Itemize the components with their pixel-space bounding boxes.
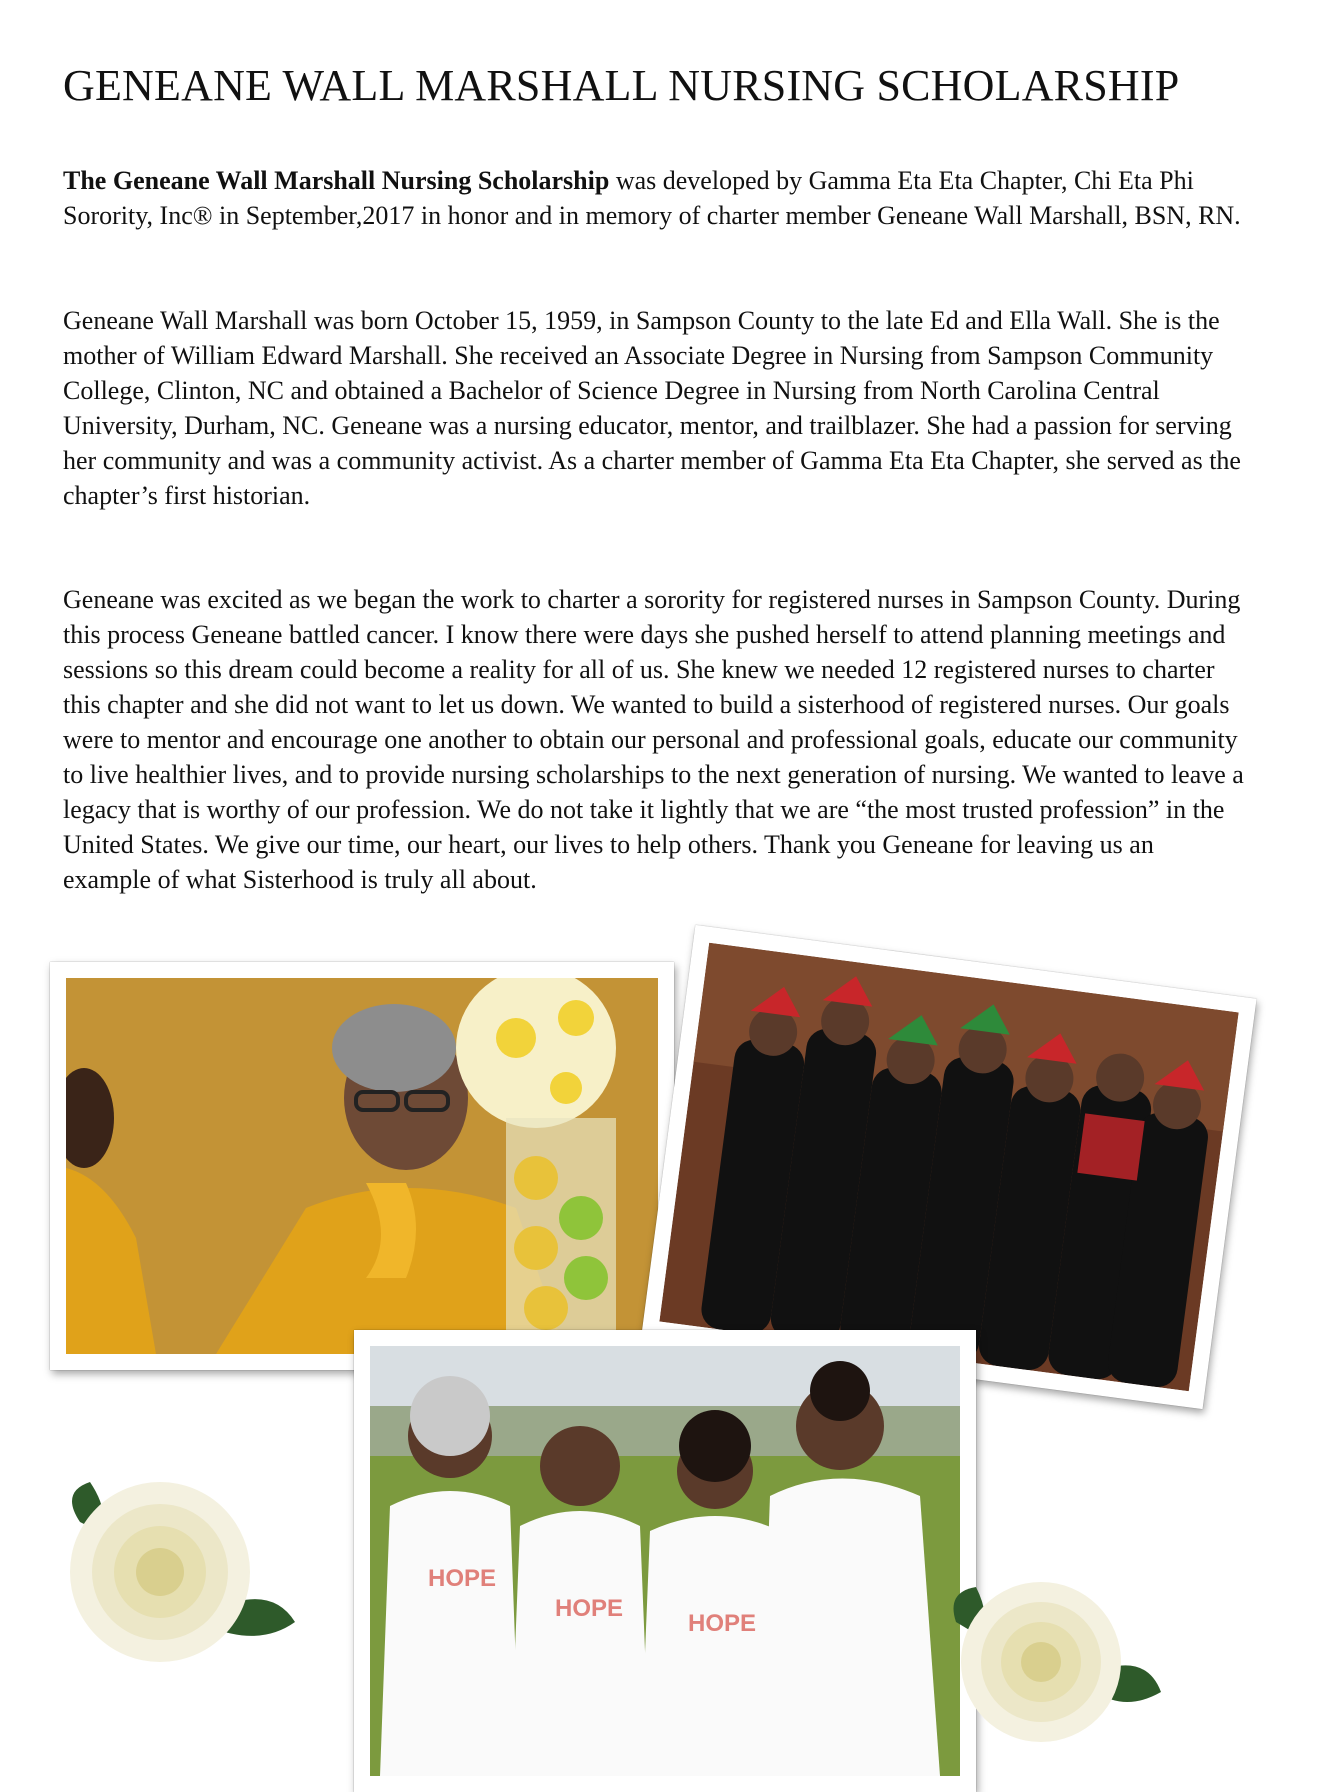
biography-paragraph: Geneane Wall Marshall was born October 15, 1959, in Sampson County to the late Ed and Ella Wall. She is the mother of William Edward Marshall. She received an Associate Degree in Nursing from Sampson Community College, Clinton, NC and obtained a Bachelor of Science Degree in Nursing from North Carolina Central University, Durham, NC. Geneane was a nursing educator, mentor, and trailblazer. She had a passion for serving her community and was a community activist. As a charter member of Gamma Eta Eta Chapter, she served as the chapter’s first historian. [63,306,1241,510]
shirt-text-3: HOPE [688,1610,757,1637]
intro-text: was developed by Gamma Eta Eta Chapter, Chi Eta Phi Sorority, Inc® in September,2017 in honor and in memory of charter member Geneane Wall Marshall, BSN, RN. [63,166,1241,230]
chrysanthemum-left-icon [60,1462,300,1672]
page-title: GENEANE WALL MARSHALL NURSING SCHOLARSHIP [63,61,1180,110]
photo-geneane-mustard [50,962,674,1370]
tribute-paragraph: Geneane was excited as we began the work to charter a sorority for registered nurses in Sampson County. During this process Geneane battled cancer. I know there were days she pushed herself to attend planning meetings and sessions so this dream could become a reality for all of us. She knew we needed 12 registered nurses to charter this chapter and she did not want to let us down. We wanted to build a sisterhood of registered nurses. Our goals were to mentor and encourage one another to obtain our personal and professional goals, educate our community to live healthier lives, and to provide nursing scholarships to the next generation of nursing. We wanted to leave a legacy that is worthy of our profession. We do not take it lightly that we are “the most trusted profession” in the United States. We give our time, our heart, our lives to help others. Thank you Geneane for leaving us an example of what Sisterhood is truly all about. [63,585,1244,894]
photo-holiday-image [659,943,1238,1391]
photo-geneane-image [66,978,658,1354]
photo-hope-walk [354,1330,976,1792]
chrysanthemum-right-icon [946,1562,1166,1743]
shirt-text-1: HOPE [428,1565,497,1592]
intro-paragraph [63,163,1248,233]
shirt-text-2: HOPE [555,1595,624,1622]
scholarship-name: The Geneane Wall Marshall Nursing Scholarship [63,166,610,195]
photo-hope-image [370,1346,960,1776]
